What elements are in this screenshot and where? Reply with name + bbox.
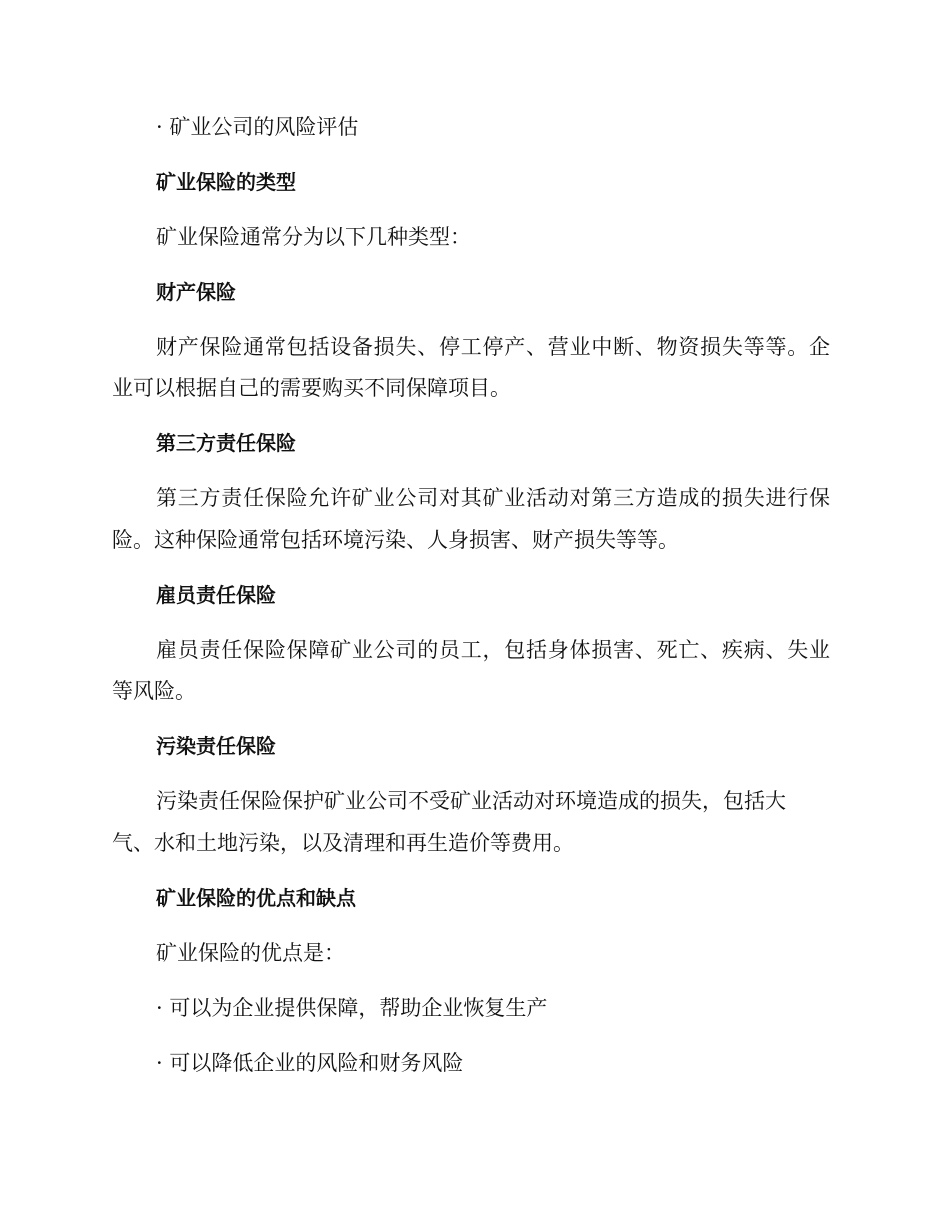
third-party-paragraph-line-1: 第三方责任保险允许矿业公司对其矿业活动对第三方造成的损失进行保 xyxy=(156,486,830,510)
heading-third-party-liability: 第三方责任保险 xyxy=(156,431,296,455)
property-paragraph-line-1: 财产保险通常包括设备损失、停工停产、营业中断、物资损失等等。企 xyxy=(156,335,830,359)
bullet-pro-2: · 可以降低企业的风险和财务风险 xyxy=(156,1051,464,1075)
types-intro-paragraph: 矿业保险通常分为以下几种类型： xyxy=(156,225,471,249)
bullet-risk-assessment: · 矿业公司的风险评估 xyxy=(156,115,359,139)
pros-intro-paragraph: 矿业保险的优点是： xyxy=(156,941,345,965)
heading-insurance-types: 矿业保险的类型 xyxy=(156,170,296,194)
heading-property-insurance: 财产保险 xyxy=(156,280,236,304)
employee-paragraph-line-2: 等风险。 xyxy=(112,679,196,703)
pollution-paragraph-line-2: 气、水和土地污染，以及清理和再生造价等费用。 xyxy=(112,831,574,855)
bullet-pro-1: · 可以为企业提供保障，帮助企业恢复生产 xyxy=(156,996,548,1020)
pollution-paragraph-line-1: 污染责任保险保护矿业公司不受矿业活动对环境造成的损失，包括大 xyxy=(156,789,786,813)
heading-pros-and-cons: 矿业保险的优点和缺点 xyxy=(156,886,356,910)
heading-pollution-liability: 污染责任保险 xyxy=(156,734,276,758)
property-paragraph-line-2: 业可以根据自己的需要购买不同保障项目。 xyxy=(112,376,511,400)
employee-paragraph-line-1: 雇员责任保险保障矿业公司的员工，包括身体损害、死亡、疾病、失业 xyxy=(156,638,830,662)
third-party-paragraph-line-2: 险。这种保险通常包括环境污染、人身损害、财产损失等等。 xyxy=(112,528,679,552)
heading-employee-liability: 雇员责任保险 xyxy=(156,583,276,607)
